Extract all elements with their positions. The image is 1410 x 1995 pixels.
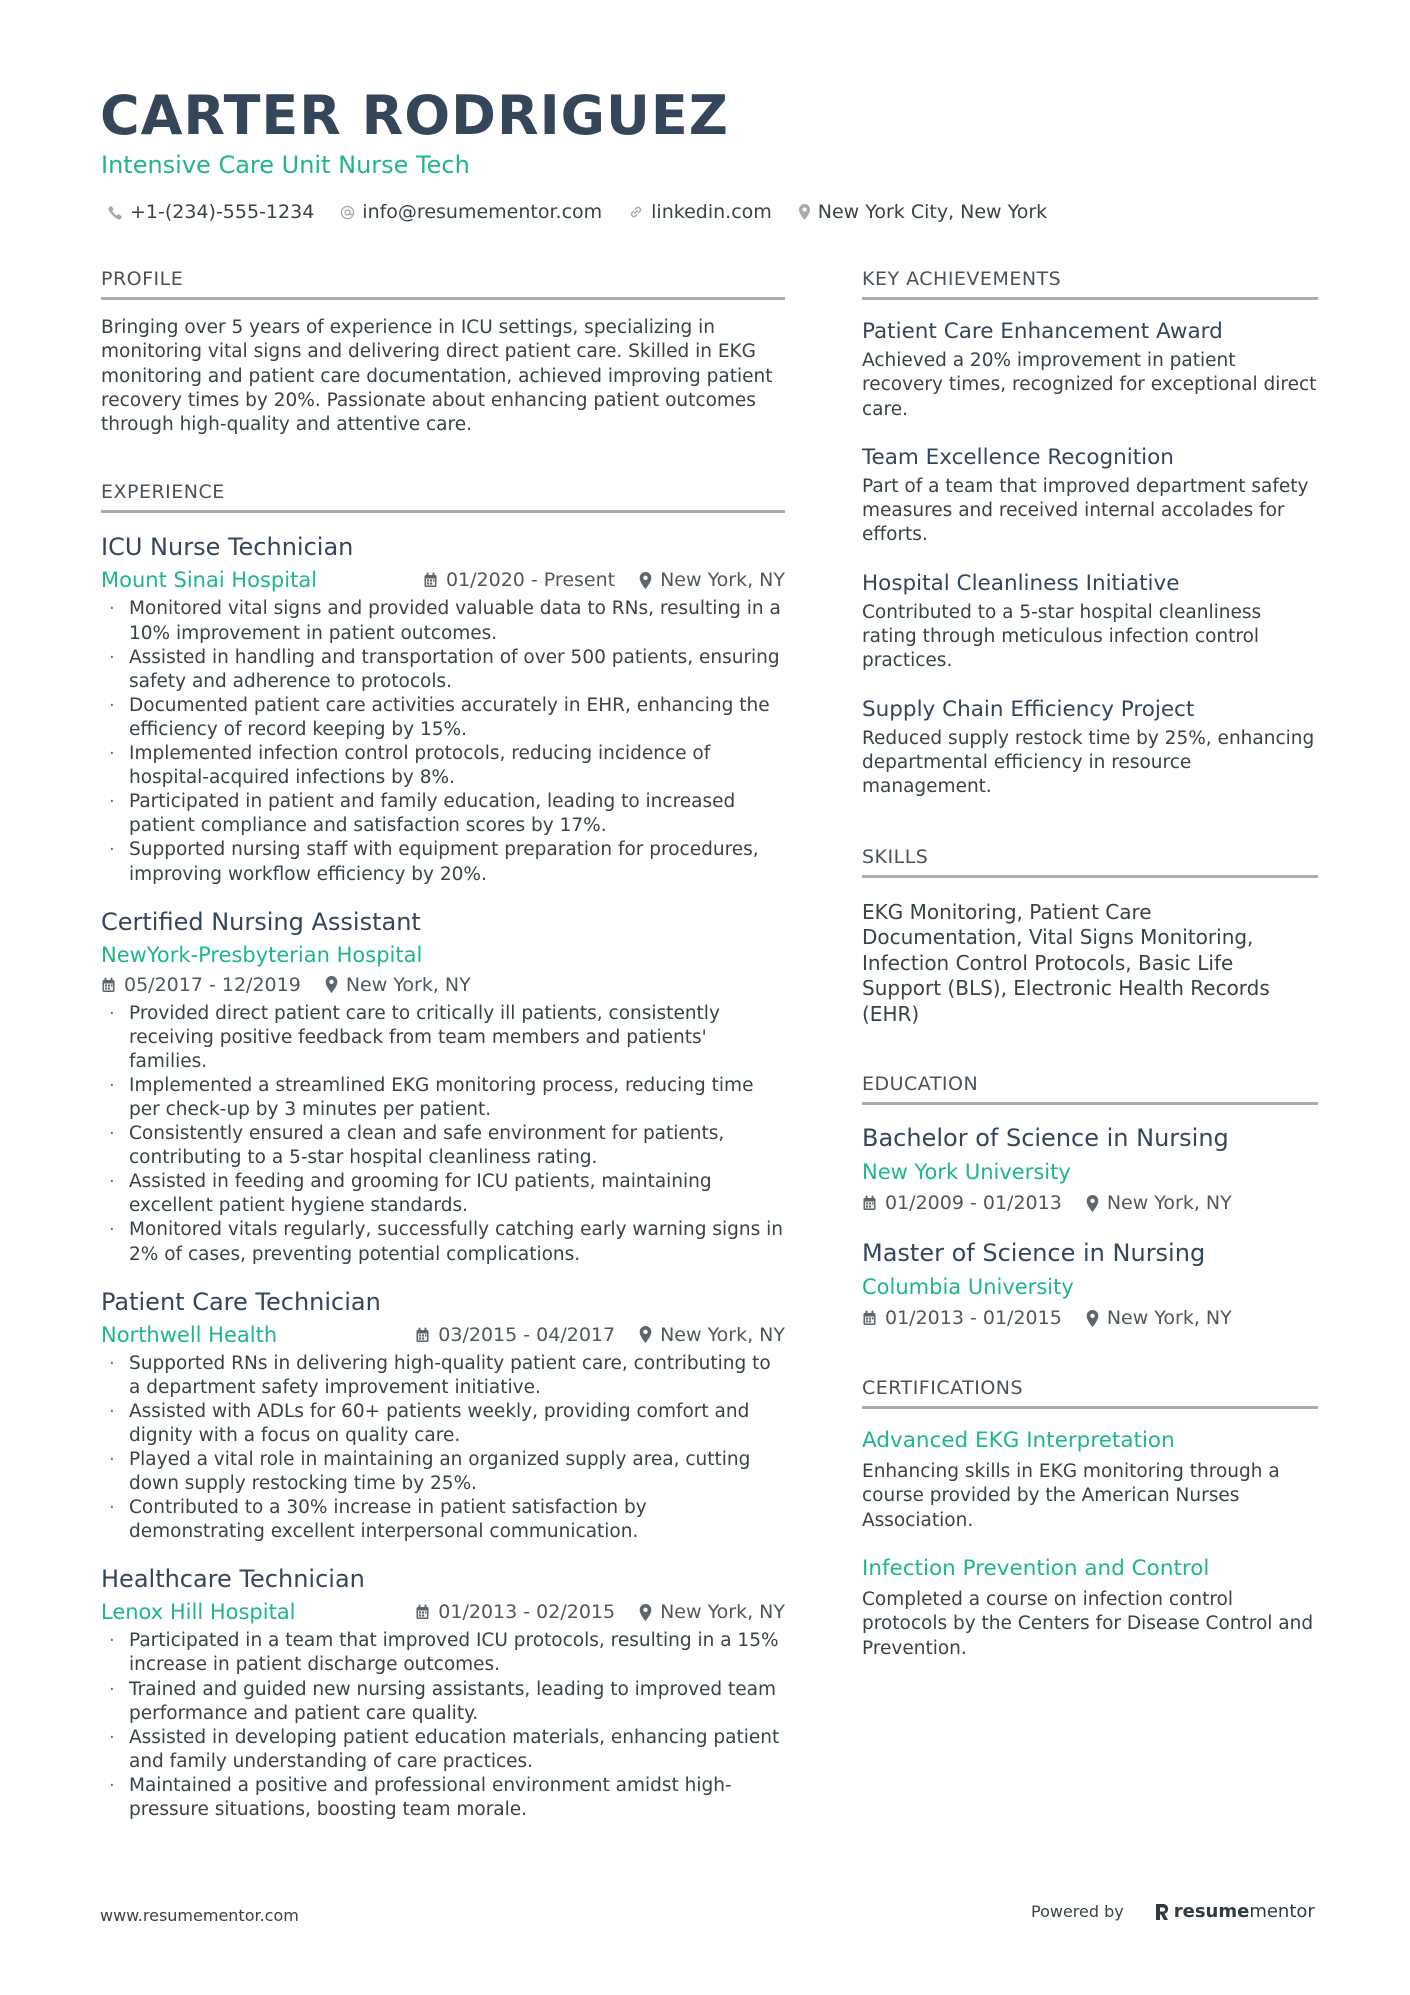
at-icon (340, 205, 355, 220)
contact-linkedin-text: linkedin.com (651, 201, 772, 223)
candidate-title: Intensive Care Unit Nurse Tech (101, 151, 470, 179)
job-title: Healthcare Technician (101, 1565, 365, 1594)
bullet-item: · Contributed to a 30% increase in patient satisfaction by demonstrating excellent interpersonal communication. (101, 1496, 785, 1544)
job-dates: 01/2020 - Present (445, 569, 616, 592)
job-entry (101, 1564, 785, 1822)
location-pin-icon (639, 1604, 652, 1621)
achievement-item (862, 570, 1318, 674)
job-location: New York, NY (345, 973, 471, 996)
footer-branding[interactable] (1031, 1901, 1315, 1922)
education-item (862, 1238, 1318, 1331)
contact-email-text: info@resumementor.com (362, 201, 603, 223)
achievement-desc: Part of a team that improved department safety measures and received internal accolades for efforts. (862, 475, 1309, 546)
contact-location-text: New York City, New York (817, 201, 1048, 223)
job-dates: 05/2017 - 12/2019 (124, 973, 301, 996)
skills-heading: SKILLS (862, 844, 1318, 878)
calendar-icon (862, 1310, 877, 1326)
achievement-item (862, 696, 1318, 800)
bullet-item: · Supported RNs in delivering high-quality patient care, contributing to a department safety improvement initiative. (101, 1352, 785, 1400)
bullet-item: · Assisted in feeding and grooming for ICU patients, maintaining excellent patient hygiene standards. (101, 1170, 785, 1218)
resumementor-logo-icon (1154, 1902, 1170, 1922)
bullet-item: · Supported nursing staff with equipment preparation for procedures, improving workflow efficiency by 20%. (101, 838, 785, 886)
candidate-name: CARTER RODRIGUEZ (100, 84, 729, 147)
job-location: New York, NY (660, 1323, 785, 1346)
calendar-icon (415, 1604, 430, 1620)
education-location: New York, NY (1106, 1192, 1232, 1215)
education-school: Columbia University (862, 1275, 1074, 1300)
bullet-item: · Trained and guided new nursing assistants, leading to improved team performance and patient care quality. (101, 1678, 785, 1726)
achievement-title: Supply Chain Efficiency Project (862, 696, 1195, 722)
location-pin-icon (325, 976, 338, 993)
profile-heading: PROFILE (101, 266, 785, 300)
job-location: New York, NY (660, 569, 785, 592)
location-pin-icon (639, 572, 652, 589)
achievement-title: Patient Care Enhancement Award (862, 319, 1223, 344)
certification-item (862, 1427, 1318, 1533)
contact-linkedin[interactable] (628, 201, 772, 223)
contact-phone[interactable] (108, 201, 314, 223)
job-company: Lenox Hill Hospital (101, 1600, 296, 1625)
education-meta (862, 1190, 1318, 1216)
bullet-item: · Implemented infection control protocols, reducing incidence of hospital-acquired infections by 8%. (101, 742, 785, 790)
left-column (101, 266, 785, 1822)
education-item (862, 1123, 1318, 1216)
education-meta (862, 1305, 1318, 1331)
profile-summary: Bringing over 5 years of experience in ICU settings, specializing in monitoring vital signs and delivering direct patient care. Skilled in EKG monitoring and patient care documentation, achieved improving patient recovery times by 20%. Passionate about enhancing patient outcomes through high-quality and attentive care. (101, 317, 773, 436)
job-company: Northwell Health (101, 1322, 278, 1347)
calendar-icon (415, 1327, 430, 1343)
bullet-item: · Participated in a team that improved ICU protocols, resulting in a 15% increase in patient discharge outcomes. (101, 1629, 785, 1677)
job-bullets (101, 1629, 785, 1822)
calendar-icon (862, 1195, 877, 1211)
job-meta (101, 1599, 785, 1625)
achievement-item (862, 318, 1318, 422)
achievement-title: Team Excellence Recognition (862, 444, 1174, 470)
bullet-item: · Monitored vital signs and provided valuable data to RNs, resulting in a 10% improvement in patient outcomes. (101, 597, 785, 645)
job-bullets (101, 1002, 785, 1267)
job-bullets (101, 597, 785, 886)
contact-email[interactable] (340, 201, 602, 223)
job-meta (101, 567, 785, 593)
certification-title: Advanced EKG Interpretation (862, 1428, 1175, 1454)
location-pin-icon (639, 1326, 652, 1343)
achievement-desc: Contributed to a 5-star hospital cleanliness rating through meticulous infection control practices. (862, 601, 1262, 672)
bullet-item: · Documented patient care activities accurately in EHR, enhancing the efficiency of record keeping by 15%. (101, 694, 785, 742)
achievement-item (862, 444, 1318, 548)
contact-phone-text: +1-(234)-555-1234 (130, 201, 315, 223)
powered-by-label: Powered by (1031, 1902, 1124, 1921)
job-entry (101, 907, 785, 1267)
job-meta (101, 972, 785, 998)
brand-name-part-1: resume (1173, 1901, 1250, 1922)
experience-heading: EXPERIENCE (101, 479, 785, 513)
job-location: New York, NY (660, 1601, 785, 1624)
bullet-item: · Assisted in handling and transportation of over 500 patients, ensuring safety and adherence to protocols. (101, 646, 785, 694)
certification-item (862, 1555, 1318, 1661)
footer-website[interactable]: www.resumementor.com (100, 1906, 299, 1925)
job-title: Patient Care Technician (101, 1287, 381, 1316)
job-dates: 01/2013 - 02/2015 (438, 1601, 616, 1624)
education-location: New York, NY (1106, 1307, 1232, 1330)
achievement-desc: Reduced supply restock time by 25%, enhancing departmental efficiency in resource management. (862, 727, 1315, 798)
job-company: Mount Sinai Hospital (101, 568, 318, 593)
job-meta (101, 1322, 785, 1348)
education-degree: Master of Science in Nursing (862, 1239, 1206, 1268)
location-pin-icon (1086, 1310, 1099, 1327)
bullet-item: · Consistently ensured a clean and safe environment for patients, contributing to a 5-star hospital cleanliness rating. (101, 1122, 785, 1170)
bullet-item: · Provided direct patient care to critically ill patients, consistently receiving positive feedback from team members and patients' families. (101, 1002, 785, 1074)
achievement-title: Hospital Cleanliness Initiative (862, 570, 1180, 596)
certification-desc: Completed a course on infection control protocols by the Centers for Disease Control and Prevention. (862, 1588, 1314, 1659)
certifications-heading: CERTIFICATIONS (862, 1375, 1318, 1409)
bullet-item: · Maintained a positive and professional environment amidst high-pressure situations, boosting team morale. (101, 1774, 785, 1822)
job-dates: 03/2015 - 04/2017 (438, 1323, 616, 1346)
education-dates: 01/2013 - 01/2015 (885, 1307, 1062, 1330)
achievement-desc: Achieved a 20% improvement in patient recovery times, recognized for exceptional direct care. (862, 350, 1317, 420)
certification-desc: Enhancing skills in EKG monitoring through a course provided by the American Nurses Association. (862, 1461, 1280, 1531)
bullet-item: · Participated in patient and family education, leading to increased patient compliance and satisfaction scores by 17%. (101, 790, 785, 838)
calendar-icon (423, 572, 438, 588)
education-heading: EDUCATION (862, 1071, 1318, 1105)
job-entry (101, 532, 785, 886)
location-pin-icon (1086, 1195, 1099, 1212)
location-pin-icon (798, 204, 811, 220)
job-title: ICU Nurse Technician (101, 533, 354, 562)
education-degree: Bachelor of Science in Nursing (862, 1124, 1229, 1153)
brand-name-part-2: mentor (1249, 1901, 1315, 1922)
job-entry (101, 1287, 785, 1545)
contact-location (798, 201, 1047, 223)
achievements-heading: KEY ACHIEVEMENTS (862, 266, 1318, 300)
bullet-item: · Assisted in developing patient education materials, enhancing patient and family understanding of care practices. (101, 1726, 785, 1774)
education-dates: 01/2009 - 01/2013 (885, 1192, 1062, 1215)
bullet-item: · Played a vital role in maintaining an organized supply area, cutting down supply restocking time by 25%. (101, 1448, 785, 1496)
phone-icon (108, 205, 123, 220)
bullet-item: · Monitored vitals regularly, successfully catching early warning signs in 2% of cases, preventing potential complications. (101, 1218, 785, 1266)
link-icon (628, 204, 644, 220)
job-company: NewYork-Presbyterian Hospital (101, 942, 423, 967)
bullet-item: · Implemented a streamlined EKG monitoring process, reducing time per check-up by 3 minutes per patient. (101, 1074, 785, 1122)
bullet-item: · Assisted with ADLs for 60+ patients weekly, providing comfort and dignity with a focus on quality care. (101, 1400, 785, 1448)
skills-list: EKG Monitoring, Patient Care Documentation, Vital Signs Monitoring, Infection Control Protocols, Basic Life Support (BLS), Electronic Health Records (EHR) (862, 899, 1270, 1026)
job-title: Certified Nursing Assistant (101, 907, 421, 936)
job-bullets (101, 1352, 785, 1545)
education-school: New York University (862, 1160, 1071, 1185)
contact-bar (108, 198, 1073, 226)
certification-title: Infection Prevention and Control (862, 1555, 1210, 1581)
calendar-icon (101, 977, 116, 993)
right-column (862, 266, 1318, 1661)
